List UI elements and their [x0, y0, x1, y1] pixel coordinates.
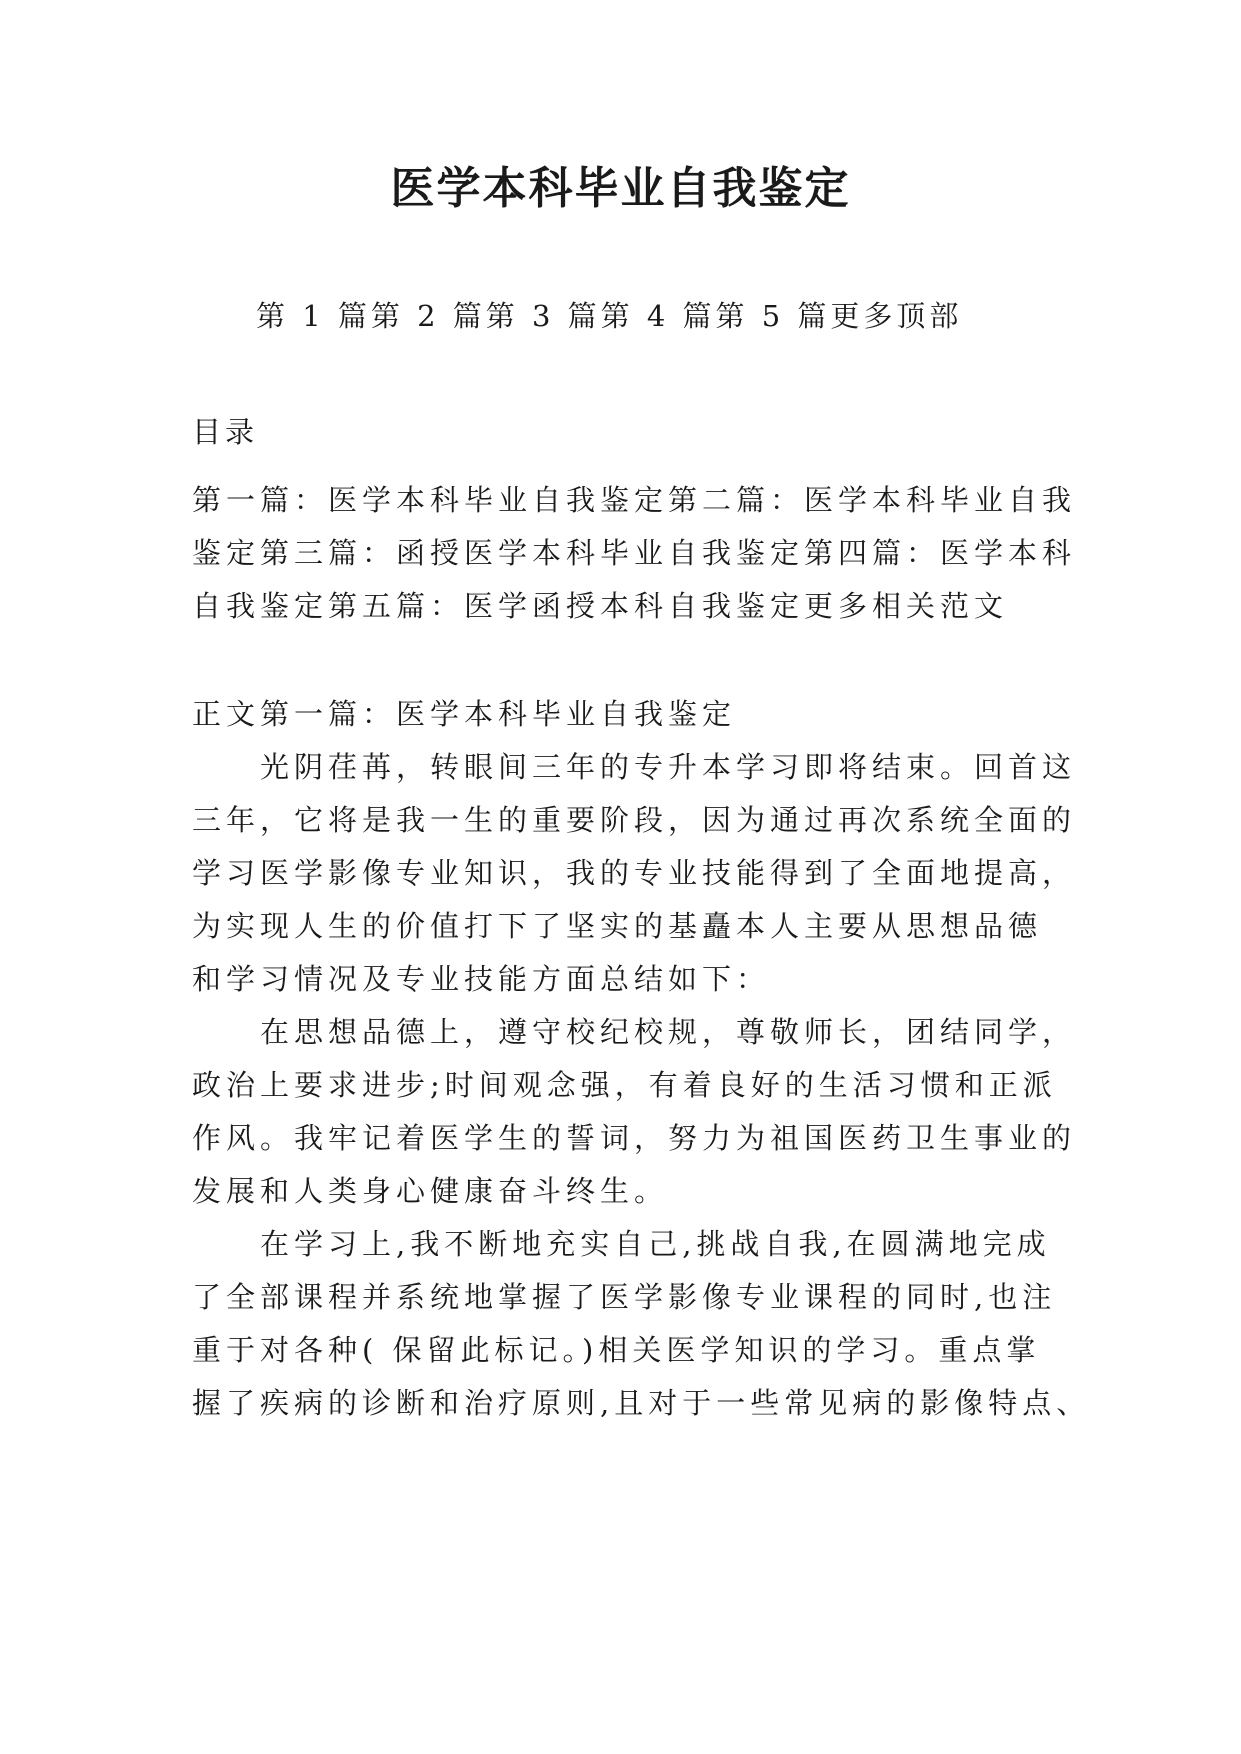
paragraph-line: 学习医学影像专业知识，我的专业技能得到了全面地提高，: [192, 856, 1077, 890]
paragraph-line: 握了疾病的诊断和治疗原则,且对于一些常见病的影像特点、: [192, 1386, 1091, 1420]
table-of-contents: [192, 478, 1077, 628]
toc-heading: 目录: [192, 415, 259, 449]
toc-line: 第一篇：医学本科毕业自我鉴定第二篇：医学本科毕业自我: [192, 483, 1077, 517]
section-heading: 正文第一篇：医学本科毕业自我鉴定: [192, 697, 737, 731]
paragraph-line: 光阴荏苒，转眼间三年的专升本学习即将结束。回首这: [192, 750, 1077, 784]
paragraph-line: 重于对各种( 保留此标记。)相关医学知识的学习。重点掌: [192, 1333, 1041, 1367]
chapter-navigation: 第 1 篇第 2 篇第 3 篇第 4 篇第 5 篇更多顶部: [256, 299, 963, 333]
paragraph-line: 了全部课程并系统地掌握了医学影像专业课程的同时,也注: [192, 1280, 1057, 1314]
paragraph-line: 发展和人类身心健康奋斗终生。: [192, 1174, 669, 1208]
paragraph-line: 作风。我牢记着医学生的誓词，努力为祖国医药卫生事业的: [192, 1121, 1077, 1155]
paragraph-line: 三年，它将是我一生的重要阶段，因为通过再次系统全面的: [192, 803, 1077, 837]
paragraph-line: 为实现人生的价值打下了坚实的基矗本人主要从思想品德: [192, 909, 1043, 943]
main-text: [192, 692, 1091, 1452]
page-title: 医学本科毕业自我鉴定: [390, 163, 851, 214]
paragraph-line: 和学习情况及专业技能方面总结如下：: [192, 962, 771, 996]
paragraph-line: 政治上要求进步;时间观念强，有着良好的生活习惯和正派: [192, 1068, 1057, 1102]
paragraph-line: 在思想品德上，遵守校纪校规，尊敬师长，团结同学，: [192, 1015, 1077, 1049]
toc-line: 鉴定第三篇：函授医学本科毕业自我鉴定第四篇：医学本科: [192, 536, 1077, 570]
toc-line: 自我鉴定第五篇：医学函授本科自我鉴定更多相关范文: [192, 589, 1009, 623]
paragraph-line: 在学习上,我不断地充实自己,挑战自我,在圆满地完成: [192, 1227, 1051, 1261]
